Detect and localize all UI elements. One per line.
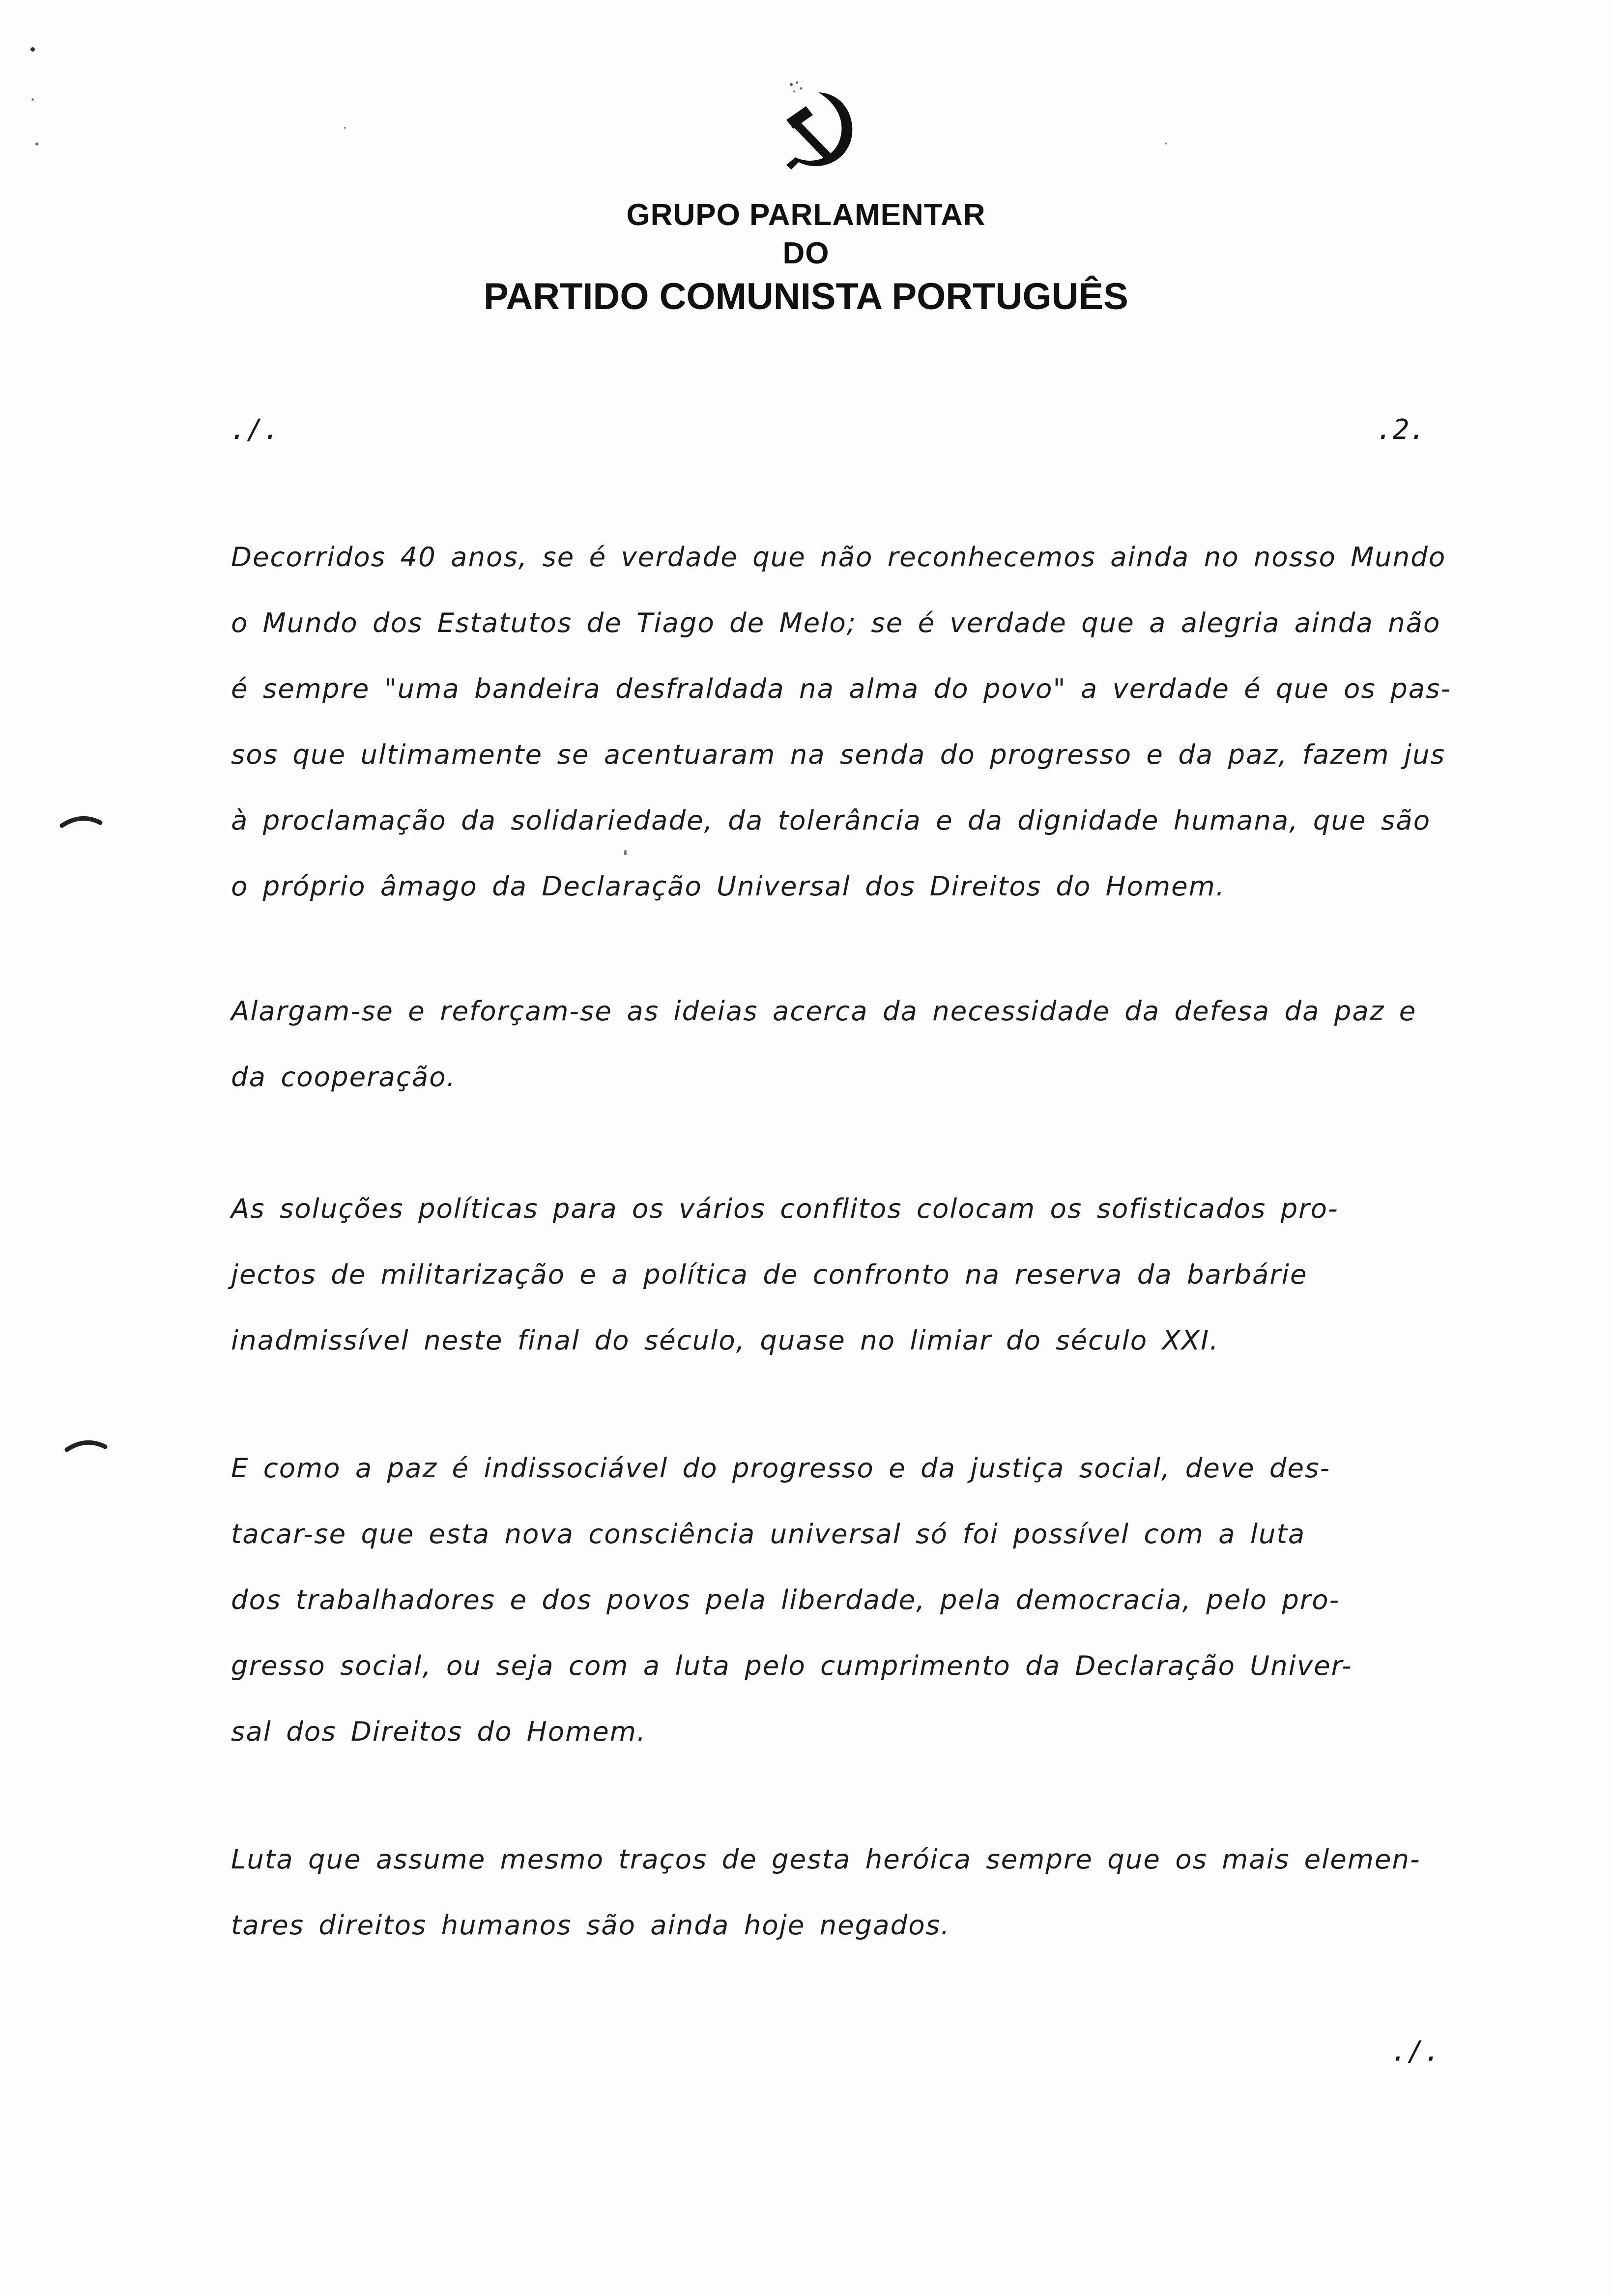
text-line: sos que ultimamente se acentuaram na senda do progresso e da paz, fazem jus [231,739,1445,770]
scan-speck [30,47,35,52]
header-line-3: PARTIDO COMUNISTA PORTUGUÊS [484,276,1128,317]
text-line: tares direitos humanos são ainda hoje negados. [231,1909,950,1941]
scan-speck [344,127,346,129]
punch-hole-arc [64,1435,108,1455]
paragraph-5 [231,1826,1489,1958]
text-line: da cooperação. [231,1061,456,1092]
text-line: jectos de militarização e a política de confronto na reserva da barbárie [231,1259,1308,1290]
text-line: Alargam-se e reforçam-se as ideias acerca da necessidade da defesa da paz e [231,995,1417,1027]
scan-speck [31,98,34,101]
paragraph-3 [231,1176,1489,1373]
text-line: Decorridos 40 anos, se é verdade que não reconhecemos ainda no nosso Mundo [231,541,1446,573]
text-line: sal dos Direitos do Homem. [231,1716,647,1747]
text-line: Luta que assume mesmo traços de gesta heróica sempre que os mais elemen- [231,1843,1421,1875]
text-line: tacar-se que esta nova consciência universal só foi possível com a luta [231,1518,1306,1550]
continues-mark: ./. [1391,2036,1441,2067]
page-number: .2. [1376,414,1426,446]
hammer-and-sickle-icon [772,79,870,182]
text-line: é sempre "uma bandeira desfraldada na alma do povo" a verdade é que os pas- [231,673,1452,704]
text-line: o Mundo dos Estatutos de Tiago de Melo; se é verdade que a alegria ainda não [231,607,1441,638]
punch-hole-arc [59,811,103,831]
paragraph-2 [231,978,1489,1110]
text-line: E como a paz é indissociável do progresso e da justiça social, deve des- [231,1452,1331,1484]
paragraph-1 [231,524,1489,919]
text-line: gresso social, ou seja com a luta pelo cumprimento da Declaração Univer- [231,1650,1353,1681]
paragraph-4 [231,1435,1489,1764]
text-line: à proclamação da solidariedade, da tolerância e da dignidade humana, que são [231,804,1431,836]
header-line-1: GRUPO PARLAMENTAR [626,198,986,232]
continued-from-mark: ./. [230,414,280,446]
text-line: As soluções políticas para os vários conflitos colocam os sofisticados pro- [231,1193,1339,1224]
text-line: inadmissível neste final do século, quase no limiar do século XXI. [231,1324,1219,1356]
scan-speck [35,143,38,145]
text-line: o próprio âmago da Declaração Universal dos Direitos do Homem. [231,870,1226,902]
header-line-2: DO [782,236,830,270]
text-line: dos trabalhadores e dos povos pela liberdade, pela democracia, pelo pro- [231,1584,1340,1615]
scan-speck [624,850,627,855]
scan-speck [1165,143,1167,144]
